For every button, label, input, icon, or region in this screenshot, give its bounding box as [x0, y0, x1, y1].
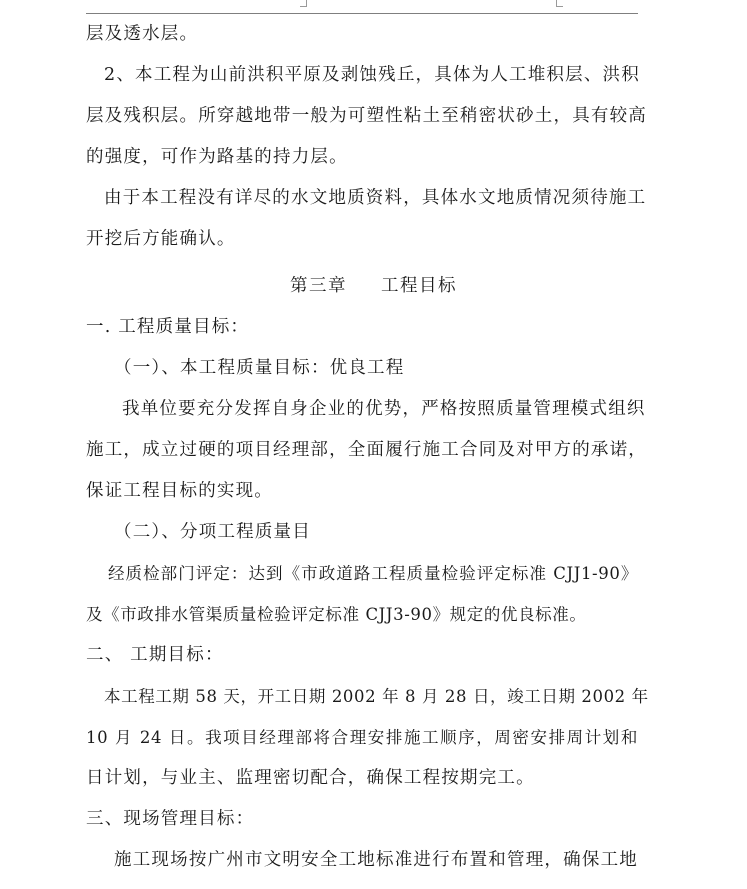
section-heading: 二、 工期目标：	[86, 645, 224, 665]
text-line: 由于本工程没有详尽的水文地质资料，具体水文地质情况须待施工	[104, 188, 647, 208]
section-heading: 一. 工程质量目标：	[86, 317, 250, 337]
text-line: 日计划，与业主、监理密切配合，确保工程按期完工。	[86, 768, 535, 788]
section-goals	[86, 307, 649, 881]
subsection-heading: （二）、分项工程质量目	[114, 522, 311, 542]
section-heading: 三、现场管理目标：	[86, 809, 255, 829]
text-line: 2、本工程为山前洪积平原及剥蚀残丘，具体为人工堆积层、洪积	[104, 65, 640, 85]
text-line: 及《市政排水管渠质量检验评定标准 CJJ3-90》规定的优良标准。	[86, 605, 587, 624]
text-line: 施工，成立过硬的项目经理部，全面履行施工合同及对甲方的承诺，	[86, 440, 647, 460]
subsection-heading: （一）、本工程质量目标：优良工程	[114, 358, 405, 378]
text-line: 开挖后方能确认。	[86, 229, 236, 249]
chapter-number: 第三章	[290, 276, 347, 296]
margin-corner-mark-right	[556, 0, 563, 7]
margin-corner-mark-left	[300, 0, 307, 7]
text-line: 经质检部门评定：达到《市政道路工程质量检验评定标准 CJJ1-90》	[108, 564, 638, 583]
text-line: 我单位要充分发挥自身企业的优势，严格按照质量管理模式组织	[122, 399, 646, 419]
text-line: 本工程工期 58 天，开工日期 2002 年 8 月 28 日，竣工日期 2002 年	[104, 687, 649, 706]
text-line: 层及残积层。所穿越地带一般为可塑性粘土至稍密状砂土，具有较高	[86, 106, 647, 126]
chapter-heading: 工程目标	[381, 276, 457, 296]
paragraph-hydrology	[86, 14, 647, 260]
text-line: 层及透水层。	[86, 24, 199, 44]
text-line: 保证工程目标的实现。	[86, 481, 273, 501]
chapter-title	[0, 266, 747, 307]
text-line: 施工现场按广州市文明安全工地标准进行布置和管理，确保工地	[114, 850, 638, 870]
text-line: 的强度，可作为路基的持力层。	[86, 147, 348, 167]
text-line: 10 月 24 日。我项目经理部将合理安排施工顺序，周密安排周计划和	[86, 728, 638, 747]
